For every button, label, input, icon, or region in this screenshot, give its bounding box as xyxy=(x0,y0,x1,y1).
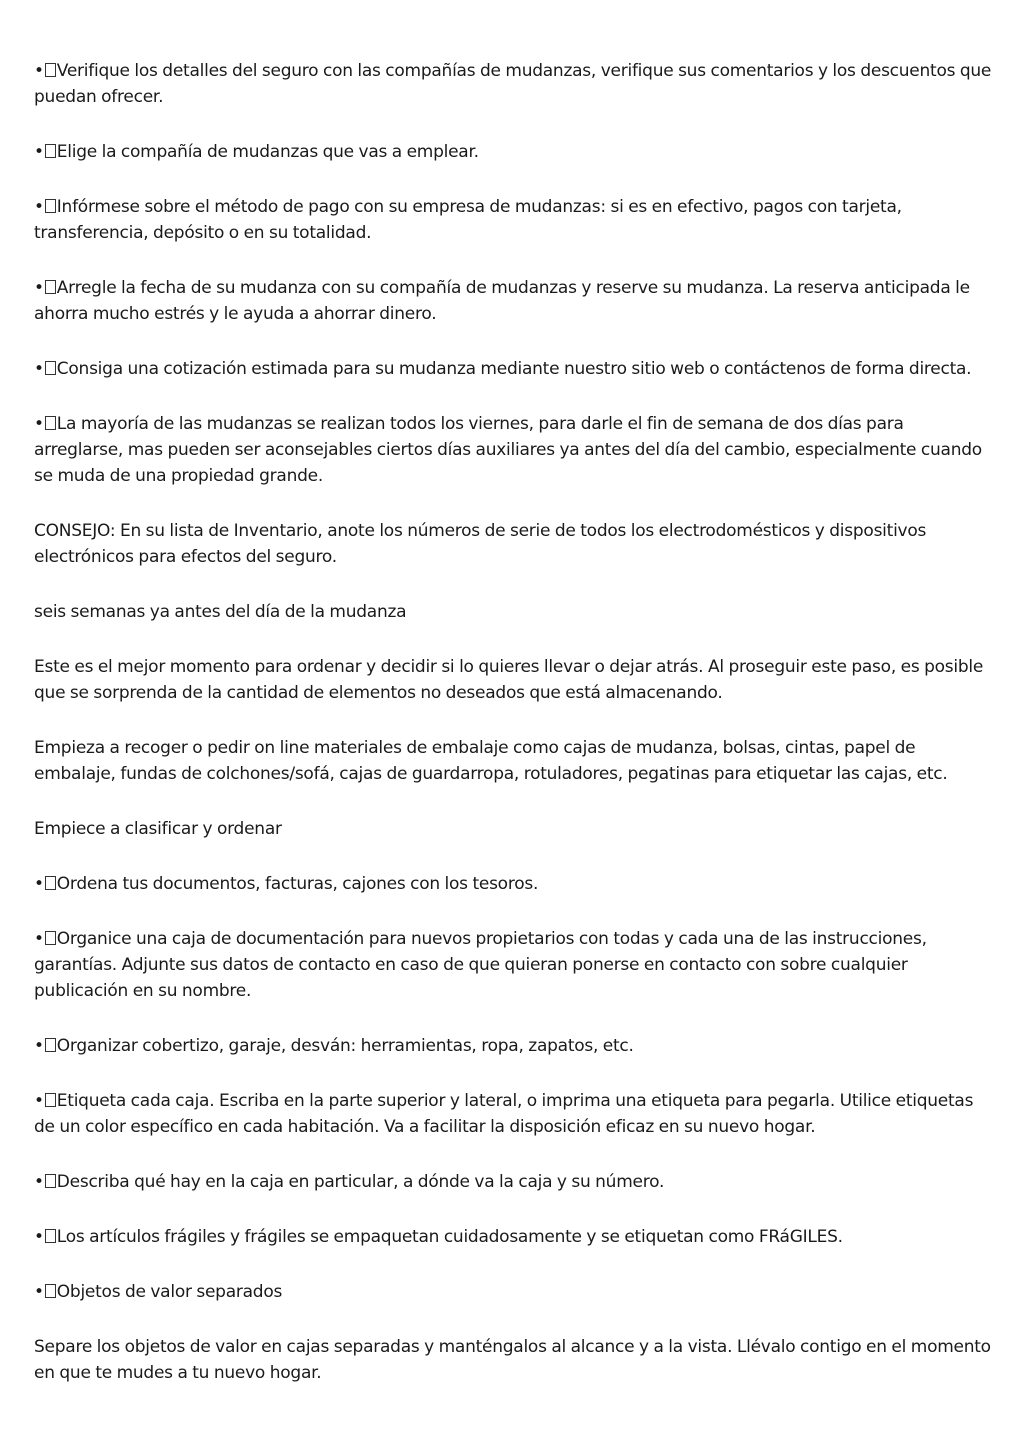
bullet-paragraph xyxy=(34,1088,992,1140)
bullet-lead: Organice xyxy=(56,929,132,949)
bullet-paragraph xyxy=(34,1224,992,1250)
text-paragraph: Este es el mejor momento para ordenar y decidir si lo quieres llevar o dejar atrás. Al proseguir este paso, es posible que se sorprenda de la cantidad de elementos no deseados que está almacenando. xyxy=(34,657,984,703)
bullet-lead: Organizar xyxy=(56,1036,138,1056)
tip-paragraph: CONSEJO: En su lista de Inventario, anote los números de serie de todos los electrodomésticos y dispositivos electrónicos para efectos del seguro. xyxy=(34,521,927,567)
missing-glyph-icon xyxy=(45,876,56,890)
bullet-lead: Describa xyxy=(56,1172,130,1192)
missing-glyph-icon xyxy=(45,1284,56,1298)
bullet-text: los detalles del seguro con las compañías de mudanzas, verifique sus comentarios y los descuentos que puedan ofrecer. xyxy=(34,61,992,107)
bullet-paragraph xyxy=(34,139,992,165)
bullet-text: qué hay en la caja en particular, a dónde va la caja y su número. xyxy=(129,1172,665,1192)
bullet-text: una cotización estimada para su mudanza mediante nuestro sitio web o contáctenos de forma directa. xyxy=(122,359,972,379)
bullet-marker: • xyxy=(34,1036,44,1056)
bullet-text: la compañía de mudanzas que vas a emplear. xyxy=(96,142,479,162)
bullet-marker: • xyxy=(34,142,44,162)
bullet-paragraph xyxy=(34,275,992,327)
bullet-paragraph xyxy=(34,194,992,246)
bullet-marker: • xyxy=(34,1227,44,1247)
bullet-paragraph xyxy=(34,356,992,382)
bullet-marker: • xyxy=(34,1282,44,1302)
bullet-paragraph xyxy=(34,1033,992,1059)
missing-glyph-icon xyxy=(45,1229,56,1243)
bullet-text: tus documentos, facturas, cajones con los tesoros. xyxy=(117,874,539,894)
bullet-text: artículos frágiles y frágiles se empaquetan cuidadosamente y se etiquetan como FRáGILES. xyxy=(84,1227,843,1247)
bullet-text: de valor separados xyxy=(120,1282,283,1302)
missing-glyph-icon xyxy=(45,931,56,945)
bullet-lead: La xyxy=(56,414,77,434)
missing-glyph-icon xyxy=(45,416,56,430)
bullet-marker: • xyxy=(34,61,44,81)
document-page xyxy=(34,58,992,1415)
section-heading: seis semanas ya antes del día de la mudanza xyxy=(34,602,407,622)
bullet-marker: • xyxy=(34,278,44,298)
bullet-lead: Infórmese xyxy=(56,197,140,217)
bullet-text: sobre el método de pago con su empresa de mudanzas: si es en efectivo, pagos con tarjeta, transferencia, depósito o en su totalidad. xyxy=(34,197,902,243)
bullet-lead: Los xyxy=(56,1227,85,1247)
missing-glyph-icon xyxy=(45,280,56,294)
bullet-lead: Arregle xyxy=(56,278,117,298)
bullet-lead: Ordena xyxy=(56,874,118,894)
text-paragraph: Empieza a recoger o pedir on line materiales de embalaje como cajas de mudanza, bolsas, cintas, papel de embalaje, fundas de colchones/sofá, cajas de guardarropa, rotuladores, pegatinas para etiquetar las cajas, etc. xyxy=(34,738,948,784)
bullet-paragraph xyxy=(34,926,992,1004)
bullet-marker: • xyxy=(34,874,44,894)
bullet-paragraph xyxy=(34,1169,992,1195)
missing-glyph-icon xyxy=(45,1174,56,1188)
text-paragraph: Separe los objetos de valor en cajas separadas y manténgalos al alcance y a la vista. Llévalo contigo en el momento en que te mudes a tu nuevo hogar. xyxy=(34,1337,991,1383)
bullet-lead: Elige xyxy=(56,142,97,162)
bullet-paragraph xyxy=(34,58,992,110)
bullet-paragraph xyxy=(34,871,992,897)
missing-glyph-icon xyxy=(45,144,56,158)
bullet-text: mayoría de las mudanzas se realizan todos los viernes, para darle el fin de semana de dos días para arreglarse, mas pueden ser aconsejables ciertos días auxiliares ya antes del día del cambio, especialmente cuando se muda de una propiedad grande. xyxy=(34,414,982,486)
section-heading: Empiece a clasificar y ordenar xyxy=(34,819,282,839)
missing-glyph-icon xyxy=(45,1038,56,1052)
missing-glyph-icon xyxy=(45,199,56,213)
bullet-marker: • xyxy=(34,929,44,949)
bullet-text: una caja de documentación para nuevos propietarios con todas y cada una de las instrucciones, garantías. Adjunte sus datos de contacto en caso de que quieran ponerse en contacto con sobre cualquier publicación en su nombre. xyxy=(34,929,927,1001)
bullet-text: cobertizo, garaje, desván: herramientas, ropa, zapatos, etc. xyxy=(137,1036,634,1056)
bullet-text: cada caja. Escriba en la parte superior y lateral, o imprima una etiqueta para pegarla. Utilice etiquetas de un color específico en cada habitación. Va a facilitar la disposición eficaz en su nuevo hogar. xyxy=(34,1091,974,1137)
bullet-lead: Objetos xyxy=(56,1282,121,1302)
bullet-marker: • xyxy=(34,359,44,379)
bullet-lead: Verifique xyxy=(56,61,130,81)
missing-glyph-icon xyxy=(45,361,56,375)
bullet-lead: Etiqueta xyxy=(56,1091,127,1111)
bullet-marker: • xyxy=(34,1172,44,1192)
missing-glyph-icon xyxy=(45,1093,56,1107)
bullet-marker: • xyxy=(34,414,44,434)
bullet-paragraph xyxy=(34,411,992,489)
bullet-marker: • xyxy=(34,197,44,217)
bullet-lead: Consiga xyxy=(56,359,123,379)
bullet-marker: • xyxy=(34,1091,44,1111)
bullet-text: la fecha de su mudanza con su compañía de mudanzas y reserve su mudanza. La reserva anticipada le ahorra mucho estrés y le ayuda a ahorrar dinero. xyxy=(34,278,970,324)
bullet-paragraph xyxy=(34,1279,992,1305)
missing-glyph-icon xyxy=(45,63,56,77)
